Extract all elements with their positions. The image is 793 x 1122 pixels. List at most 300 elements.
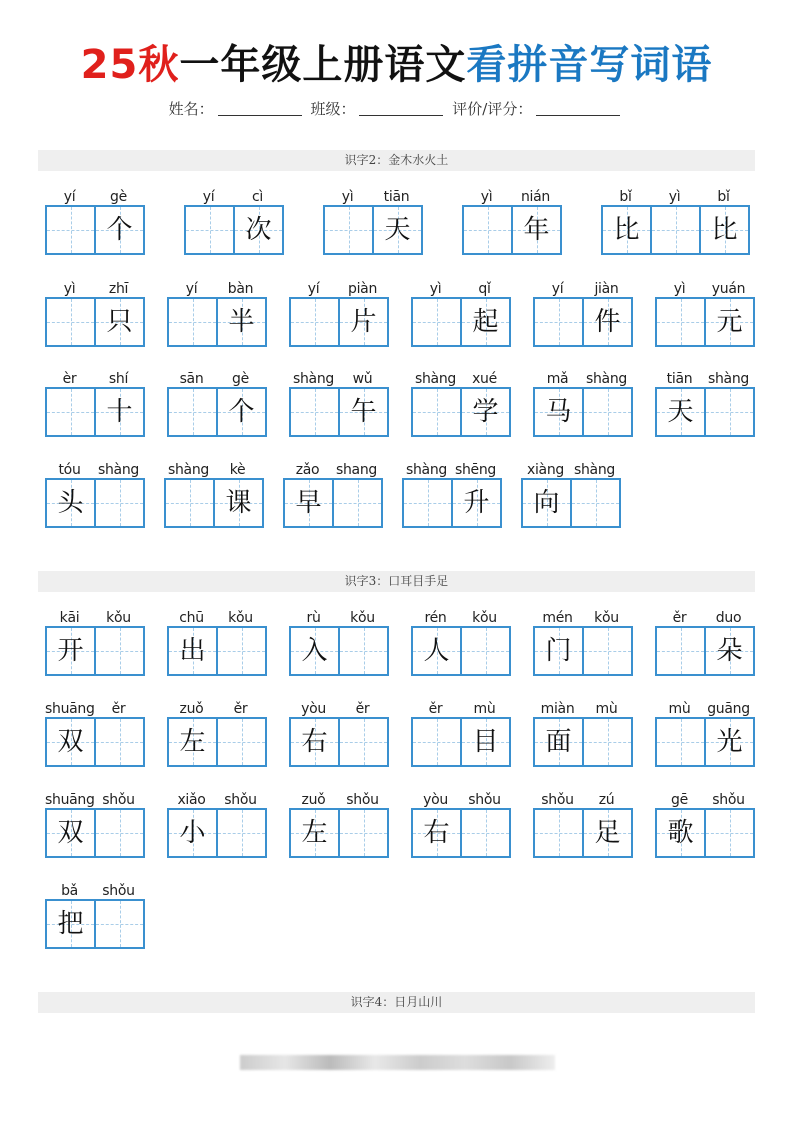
character: 小 xyxy=(179,818,206,848)
tianzige-cell[interactable] xyxy=(453,480,502,526)
word-item xyxy=(283,463,383,528)
pinyin: mǎ xyxy=(546,371,569,387)
writing-grid xyxy=(521,478,621,528)
pinyin-line xyxy=(533,611,633,626)
tianzige-cell[interactable] xyxy=(285,480,334,526)
character xyxy=(462,628,509,674)
score-field[interactable] xyxy=(536,115,620,116)
pinyin-line xyxy=(533,793,633,808)
tianzige-cell[interactable] xyxy=(215,480,264,526)
tianzige-cell[interactable] xyxy=(706,299,755,345)
tianzige-cell[interactable] xyxy=(462,719,511,765)
tianzige-cell[interactable] xyxy=(47,480,96,526)
character: 午 xyxy=(350,397,377,427)
tianzige-cell[interactable] xyxy=(186,207,235,253)
writing-grid xyxy=(533,717,633,767)
word-row xyxy=(45,702,755,767)
pinyin: kǒu xyxy=(472,610,497,626)
tianzige-cell[interactable] xyxy=(334,480,383,526)
character xyxy=(657,628,704,674)
character: 双 xyxy=(57,727,84,757)
tianzige-cell[interactable] xyxy=(218,810,267,856)
word-item xyxy=(289,372,389,437)
character: 个 xyxy=(228,397,255,427)
pinyin: shuāng xyxy=(45,792,95,808)
pinyin-line xyxy=(323,190,423,205)
word-item xyxy=(411,282,511,347)
word-item xyxy=(167,282,267,347)
pinyin-line xyxy=(655,372,755,387)
pinyin-line xyxy=(184,190,284,205)
writing-grid xyxy=(411,297,511,347)
word-item xyxy=(167,793,267,858)
word-item xyxy=(45,884,145,949)
tianzige-cell[interactable] xyxy=(169,299,218,345)
pinyin-line xyxy=(462,190,562,205)
tianzige-cell[interactable] xyxy=(513,207,562,253)
pinyin: yì xyxy=(668,189,681,205)
tianzige-cell[interactable] xyxy=(291,810,340,856)
pinyin: shàng xyxy=(405,462,447,478)
character xyxy=(218,628,265,674)
pinyin: yòu xyxy=(423,792,448,808)
character: 门 xyxy=(545,636,572,666)
pinyin: yí xyxy=(63,189,76,205)
tianzige-cell[interactable] xyxy=(47,628,96,674)
pinyin-line xyxy=(411,611,511,626)
pinyin: shàng xyxy=(292,371,334,387)
tianzige-cell[interactable] xyxy=(652,207,701,253)
tianzige-cell[interactable] xyxy=(584,389,633,435)
character xyxy=(96,719,143,765)
word-row xyxy=(45,793,755,858)
tianzige-cell[interactable] xyxy=(657,389,706,435)
pinyin: nián xyxy=(520,189,550,205)
character: 个 xyxy=(106,215,133,245)
character xyxy=(325,207,372,253)
writing-grid xyxy=(45,717,145,767)
pinyin-line xyxy=(167,702,267,717)
writing-grid xyxy=(289,626,389,676)
pinyin-line xyxy=(167,793,267,808)
tianzige-cell[interactable] xyxy=(462,389,511,435)
pinyin: ěr xyxy=(355,701,370,717)
character: 头 xyxy=(57,488,84,518)
tianzige-cell[interactable] xyxy=(96,207,145,253)
tianzige-cell[interactable] xyxy=(291,719,340,765)
tianzige-cell[interactable] xyxy=(96,719,145,765)
character xyxy=(340,810,387,856)
pinyin: mù xyxy=(668,701,691,717)
word-item xyxy=(289,611,389,676)
character: 人 xyxy=(423,636,450,666)
pinyin: tiān xyxy=(666,371,693,387)
tianzige-cell[interactable] xyxy=(584,810,633,856)
character xyxy=(169,299,216,345)
pinyin-line xyxy=(45,611,145,626)
character xyxy=(218,719,265,765)
character xyxy=(464,207,511,253)
pinyin: bàn xyxy=(227,281,254,297)
character xyxy=(169,389,216,435)
character xyxy=(652,207,699,253)
pinyin: tóu xyxy=(58,462,81,478)
character xyxy=(334,480,381,526)
writing-grid xyxy=(462,205,562,255)
tianzige-cell[interactable] xyxy=(584,719,633,765)
word-row xyxy=(45,884,145,949)
character xyxy=(584,628,631,674)
tianzige-cell[interactable] xyxy=(169,810,218,856)
tianzige-cell[interactable] xyxy=(218,719,267,765)
writing-grid xyxy=(411,626,511,676)
tianzige-cell[interactable] xyxy=(166,480,215,526)
word-item xyxy=(655,282,755,347)
tianzige-cell[interactable] xyxy=(535,299,584,345)
word-item xyxy=(533,611,633,676)
word-item xyxy=(323,190,423,255)
pinyin-line xyxy=(289,372,389,387)
tianzige-cell[interactable] xyxy=(218,299,267,345)
tianzige-cell[interactable] xyxy=(235,207,284,253)
character: 次 xyxy=(245,215,272,245)
tianzige-cell[interactable] xyxy=(413,628,462,674)
writing-grid xyxy=(601,205,750,255)
character xyxy=(657,719,704,765)
tianzige-cell[interactable] xyxy=(404,480,453,526)
character: 足 xyxy=(594,818,621,848)
word-item xyxy=(289,282,389,347)
pinyin: gè xyxy=(110,189,127,205)
pinyin-line xyxy=(45,463,145,478)
pinyin: shǒu xyxy=(712,792,745,808)
tianzige-cell[interactable] xyxy=(340,299,389,345)
pinyin: yí xyxy=(551,281,564,297)
character: 比 xyxy=(613,215,640,245)
character xyxy=(96,480,143,526)
tianzige-cell[interactable] xyxy=(374,207,423,253)
character: 入 xyxy=(301,636,328,666)
section-header: 识字3：口耳目手足 xyxy=(38,571,755,592)
tianzige-cell[interactable] xyxy=(535,719,584,765)
pinyin-line xyxy=(411,702,511,717)
character: 天 xyxy=(667,397,694,427)
tianzige-cell[interactable] xyxy=(535,389,584,435)
tianzige-cell[interactable] xyxy=(47,299,96,345)
pinyin-line xyxy=(45,793,145,808)
writing-grid xyxy=(283,478,383,528)
pinyin-line xyxy=(289,702,389,717)
word-item xyxy=(289,793,389,858)
pinyin: yì xyxy=(341,189,354,205)
word-item xyxy=(521,463,621,528)
writing-grid xyxy=(289,808,389,858)
pinyin: shàng xyxy=(573,462,615,478)
word-item xyxy=(45,463,145,528)
tianzige-cell[interactable] xyxy=(462,810,511,856)
writing-grid xyxy=(289,717,389,767)
pinyin: shēng xyxy=(454,462,497,478)
pinyin: yì xyxy=(63,281,76,297)
character xyxy=(584,389,631,435)
character: 马 xyxy=(545,397,572,427)
tianzige-cell[interactable] xyxy=(340,389,389,435)
pinyin: yòu xyxy=(301,701,326,717)
writing-grid xyxy=(533,626,633,676)
pinyin: shàng xyxy=(585,371,627,387)
writing-grid xyxy=(167,387,267,437)
character xyxy=(404,480,451,526)
tianzige-cell[interactable] xyxy=(96,810,145,856)
student-info xyxy=(0,98,793,119)
tianzige-cell[interactable] xyxy=(464,207,513,253)
pinyin-line xyxy=(655,611,755,626)
tianzige-cell[interactable] xyxy=(535,810,584,856)
pinyin: bǐ xyxy=(717,189,730,205)
word-row xyxy=(45,282,755,347)
pinyin: zuǒ xyxy=(179,701,204,717)
word-item xyxy=(289,702,389,767)
character: 开 xyxy=(57,636,84,666)
writing-grid xyxy=(533,808,633,858)
character xyxy=(96,628,143,674)
tianzige-cell[interactable] xyxy=(413,299,462,345)
writing-grid xyxy=(655,297,755,347)
writing-grid xyxy=(411,387,511,437)
word-item xyxy=(655,372,755,437)
tianzige-cell[interactable] xyxy=(218,389,267,435)
blurred-footer xyxy=(240,1055,555,1070)
writing-grid xyxy=(167,297,267,347)
writing-grid xyxy=(167,717,267,767)
character: 天 xyxy=(384,215,411,245)
character xyxy=(96,901,143,947)
writing-grid xyxy=(167,808,267,858)
tianzige-cell[interactable] xyxy=(47,719,96,765)
tianzige-cell[interactable] xyxy=(96,299,145,345)
pinyin: yí xyxy=(185,281,198,297)
pinyin: sān xyxy=(179,371,204,387)
pinyin: zuǒ xyxy=(301,792,326,808)
writing-grid xyxy=(655,387,755,437)
pinyin: kāi xyxy=(59,610,80,626)
pinyin-line xyxy=(402,463,502,478)
tianzige-cell[interactable] xyxy=(535,628,584,674)
class-field[interactable] xyxy=(359,115,443,116)
pinyin: wǔ xyxy=(352,371,373,387)
tianzige-cell[interactable] xyxy=(47,901,96,947)
pinyin-line xyxy=(45,282,145,297)
word-item xyxy=(402,463,502,528)
pinyin: xiàng xyxy=(526,462,564,478)
tianzige-cell[interactable] xyxy=(340,810,389,856)
pinyin: miàn xyxy=(540,701,575,717)
character xyxy=(166,480,213,526)
word-item xyxy=(655,793,755,858)
writing-grid xyxy=(655,808,755,858)
character: 左 xyxy=(301,818,328,848)
tianzige-cell[interactable] xyxy=(340,628,389,674)
writing-grid xyxy=(289,297,389,347)
character xyxy=(47,207,94,253)
tianzige-cell[interactable] xyxy=(701,207,750,253)
word-item xyxy=(45,190,145,255)
tianzige-cell[interactable] xyxy=(584,299,633,345)
word-item xyxy=(164,463,264,528)
tianzige-cell[interactable] xyxy=(325,207,374,253)
pinyin-line xyxy=(289,793,389,808)
tianzige-cell[interactable] xyxy=(657,299,706,345)
tianzige-cell[interactable] xyxy=(657,719,706,765)
tianzige-cell[interactable] xyxy=(706,628,755,674)
section-header: 识字2：金木水火土 xyxy=(38,150,755,171)
writing-grid xyxy=(45,205,145,255)
word-row xyxy=(45,372,755,437)
word-item xyxy=(45,611,145,676)
tianzige-cell[interactable] xyxy=(218,628,267,674)
pinyin-line xyxy=(45,190,145,205)
pinyin: cì xyxy=(252,189,263,205)
tianzige-cell[interactable] xyxy=(47,207,96,253)
pinyin-line xyxy=(521,463,621,478)
character: 右 xyxy=(423,818,450,848)
pinyin: chū xyxy=(179,610,204,626)
pinyin-line xyxy=(164,463,264,478)
pinyin: shǒu xyxy=(541,792,574,808)
character: 课 xyxy=(225,488,252,518)
character: 件 xyxy=(594,307,621,337)
character: 歌 xyxy=(667,818,694,848)
pinyin: shuāng xyxy=(45,701,95,717)
character xyxy=(291,299,338,345)
tianzige-cell[interactable] xyxy=(169,628,218,674)
tianzige-cell[interactable] xyxy=(657,628,706,674)
name-field[interactable] xyxy=(218,115,302,116)
tianzige-cell[interactable] xyxy=(413,719,462,765)
writing-grid xyxy=(45,478,145,528)
pinyin-line xyxy=(655,702,755,717)
writing-grid xyxy=(184,205,284,255)
character xyxy=(413,299,460,345)
pinyin: shàng xyxy=(707,371,749,387)
word-item xyxy=(655,611,755,676)
tianzige-cell[interactable] xyxy=(706,719,755,765)
pinyin: xué xyxy=(472,371,497,387)
character: 升 xyxy=(463,488,490,518)
character: 学 xyxy=(472,397,499,427)
pinyin: ěr xyxy=(428,701,443,717)
pinyin: èr xyxy=(62,371,77,387)
tianzige-cell[interactable] xyxy=(413,810,462,856)
tianzige-cell[interactable] xyxy=(413,389,462,435)
tianzige-cell[interactable] xyxy=(584,628,633,674)
pinyin-line xyxy=(533,282,633,297)
tianzige-cell[interactable] xyxy=(96,480,145,526)
pinyin: yí xyxy=(307,281,320,297)
tianzige-cell[interactable] xyxy=(462,299,511,345)
character xyxy=(47,299,94,345)
tianzige-cell[interactable] xyxy=(572,480,621,526)
pinyin: shǒu xyxy=(468,792,501,808)
writing-grid xyxy=(655,626,755,676)
writing-grid xyxy=(45,387,145,437)
word-item xyxy=(167,611,267,676)
pinyin: shǒu xyxy=(102,883,135,899)
word-item xyxy=(167,702,267,767)
character: 元 xyxy=(716,307,743,337)
tianzige-cell[interactable] xyxy=(169,389,218,435)
pinyin-line xyxy=(655,282,755,297)
tianzige-cell[interactable] xyxy=(706,810,755,856)
word-item xyxy=(45,372,145,437)
tianzige-cell[interactable] xyxy=(96,389,145,435)
tianzige-cell[interactable] xyxy=(462,628,511,674)
tianzige-cell[interactable] xyxy=(340,719,389,765)
pinyin: kǒu xyxy=(594,610,619,626)
pinyin-line xyxy=(533,372,633,387)
tianzige-cell[interactable] xyxy=(96,901,145,947)
pinyin: kǒu xyxy=(228,610,253,626)
character xyxy=(584,719,631,765)
pinyin: piàn xyxy=(347,281,378,297)
pinyin: kǒu xyxy=(350,610,375,626)
word-item xyxy=(533,282,633,347)
word-row xyxy=(45,611,755,676)
word-item xyxy=(411,611,511,676)
word-item xyxy=(533,702,633,767)
tianzige-cell[interactable] xyxy=(47,810,96,856)
tianzige-cell[interactable] xyxy=(657,810,706,856)
character xyxy=(291,389,338,435)
pinyin-line xyxy=(167,372,267,387)
writing-grid xyxy=(45,297,145,347)
tianzige-cell[interactable] xyxy=(291,299,340,345)
pinyin-line xyxy=(289,282,389,297)
pinyin: mù xyxy=(595,701,618,717)
writing-grid xyxy=(45,626,145,676)
name-label: 姓名： xyxy=(168,100,214,118)
character xyxy=(340,719,387,765)
tianzige-cell[interactable] xyxy=(603,207,652,253)
pinyin: shang xyxy=(335,462,377,478)
character: 只 xyxy=(106,307,133,337)
pinyin-line xyxy=(283,463,383,478)
tianzige-cell[interactable] xyxy=(169,719,218,765)
tianzige-cell[interactable] xyxy=(47,389,96,435)
tianzige-cell[interactable] xyxy=(291,628,340,674)
tianzige-cell[interactable] xyxy=(291,389,340,435)
tianzige-cell[interactable] xyxy=(706,389,755,435)
pinyin: mén xyxy=(542,610,573,626)
writing-grid xyxy=(402,478,502,528)
pinyin: ěr xyxy=(672,610,687,626)
character: 半 xyxy=(228,307,255,337)
tianzige-cell[interactable] xyxy=(523,480,572,526)
character xyxy=(186,207,233,253)
pinyin: bǐ xyxy=(619,189,632,205)
pinyin: yuán xyxy=(711,281,746,297)
pinyin: shǒu xyxy=(102,792,135,808)
pinyin: ěr xyxy=(111,701,126,717)
tianzige-cell[interactable] xyxy=(96,628,145,674)
pinyin-line xyxy=(655,793,755,808)
pinyin: shàng xyxy=(414,371,456,387)
pinyin: ěr xyxy=(233,701,248,717)
word-item xyxy=(411,702,511,767)
pinyin: jiàn xyxy=(594,281,619,297)
word-item xyxy=(601,190,750,255)
writing-grid xyxy=(411,808,511,858)
